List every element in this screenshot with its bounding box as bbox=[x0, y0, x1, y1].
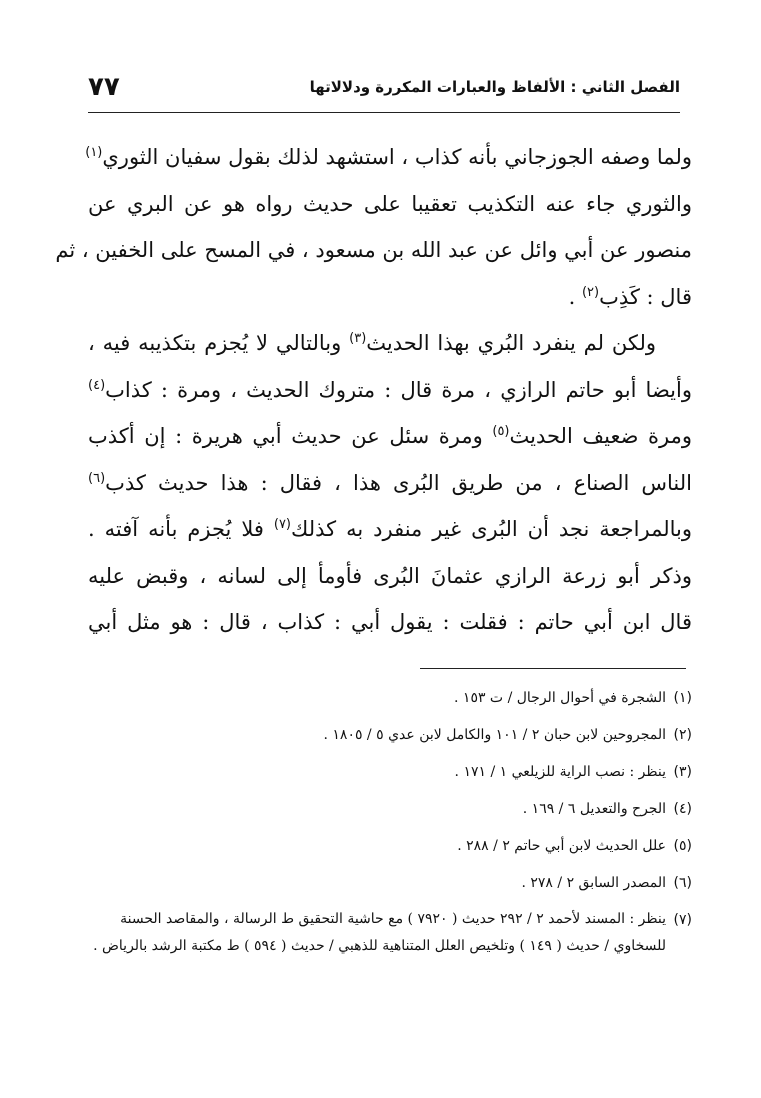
page-number: ٧٧ bbox=[88, 72, 120, 102]
footnote-ref: (٢) bbox=[581, 284, 600, 300]
body-line bbox=[85, 134, 692, 181]
footnote-number: (١) bbox=[673, 690, 692, 706]
footnote-text: ينظر : المسند لأحمد ٢ / ٢٩٢ حديث ( ٧٩٢٠ ) مع حاشية التحقيق ط الرسالة ، والمقاصد الحسنة للسخاوي / حديث ( ١٤٩ ) وتلخيص العلل المتناهية للذهبي / حديث ( ٥٩٤ ) ط مكتبة الرشد بالرياض . bbox=[93, 911, 666, 954]
body-line bbox=[88, 274, 692, 321]
body-line bbox=[88, 413, 692, 460]
body-line-text: والثوري جاء عنه التكذيب تعقيبا على حديث رواه هو عن البري عن bbox=[88, 191, 692, 216]
body-line bbox=[88, 320, 692, 367]
body-line-text: ومرة ضعيف الحديث bbox=[509, 424, 692, 448]
body-line-text: الناس الصناع ، من طريق البُرى هذا ، فقال : هذا حديث كذب bbox=[105, 470, 692, 495]
body-line bbox=[88, 460, 692, 507]
body-line-text: ومرة سئل عن حديث أبي هريرة : إن أكذب bbox=[88, 424, 493, 448]
footnote-text: علل الحديث لابن أبي حاتم ٢ / ٢٨٨ . bbox=[457, 838, 666, 854]
footnote-ref: (٤) bbox=[88, 377, 106, 393]
footnote-ref: (٦) bbox=[88, 470, 106, 486]
footnote-number: (٣) bbox=[673, 764, 692, 780]
footnote-item bbox=[88, 721, 692, 749]
body-line-text: ولكن لم ينفرد البُري بهذا الحديث bbox=[366, 331, 656, 355]
body-text bbox=[55, 134, 692, 646]
body-line-text: قال : كَذِب bbox=[599, 284, 692, 309]
footnote-text: الشجرة في أحوال الرجال / ت ١٥٣ . bbox=[454, 690, 666, 706]
body-line-text: ولما وصفه الجوزجاني بأنه كذاب ، استشهد لذلك بقول سفيان الثوري bbox=[102, 145, 692, 169]
footnote-ref: (٥) bbox=[492, 424, 510, 439]
chapter-title: الفصل الثاني : الألفاظ والعبارات المكررة ودلالاتها bbox=[309, 78, 680, 96]
header-divider bbox=[88, 112, 680, 113]
footnote-item bbox=[88, 906, 692, 960]
footnote-number: (٦) bbox=[673, 875, 692, 891]
page-header bbox=[88, 72, 680, 108]
footnote-number: (٤) bbox=[673, 801, 692, 817]
body-line-text: وبالمراجعة نجد أن البُرى غير منفرد به كذلك bbox=[291, 517, 692, 541]
footnote-item bbox=[88, 684, 692, 712]
body-line bbox=[88, 553, 692, 600]
body-line bbox=[88, 181, 692, 228]
footnote-ref: (٣) bbox=[349, 331, 367, 346]
footnote-item bbox=[88, 758, 692, 786]
body-line-text: وأيضا أبو حاتم الرازي ، مرة قال : متروك الحديث ، ومرة : كذاب bbox=[105, 377, 692, 402]
body-line bbox=[88, 506, 692, 553]
body-line bbox=[55, 227, 692, 274]
body-line-text: منصور عن أبي وائل عن عبد الله بن مسعود ، في المسح على الخفين ، ثم bbox=[55, 238, 692, 262]
body-line-text: . bbox=[568, 284, 582, 309]
footnote-ref: (١) bbox=[85, 145, 103, 160]
footnote-text: المصدر السابق ٢ / ٢٧٨ . bbox=[521, 875, 666, 891]
body-line-text: قال ابن أبي حاتم : فقلت : يقول أبي : كذاب ، قال : هو مثل أبي bbox=[88, 610, 692, 634]
footnote-text: المجروحين لابن حبان ٢ / ١٠١ والكامل لابن عدي ٥ / ١٨٠٥ . bbox=[323, 727, 666, 743]
footnote-item bbox=[88, 832, 692, 860]
body-line-text: وبالتالي لا يُجزم بتكذيبه فيه ، bbox=[88, 331, 350, 355]
footnote-text: الجرح والتعديل ٦ / ١٦٩ . bbox=[522, 801, 666, 817]
body-line bbox=[88, 599, 692, 646]
footnote-item bbox=[88, 869, 692, 897]
footnotes-divider bbox=[420, 668, 686, 669]
footnote-ref: (٧) bbox=[273, 517, 291, 532]
footnote-item bbox=[88, 795, 692, 823]
footnote-number: (٥) bbox=[673, 838, 692, 854]
footnote-number: (٧) bbox=[673, 912, 692, 928]
footnote-text: ينظر : نصب الراية للزيلعي ١ / ١٧١ . bbox=[454, 764, 666, 780]
body-line-text: فلا يُجزم بأنه آفته . bbox=[88, 517, 274, 541]
body-line bbox=[88, 367, 692, 414]
footnotes bbox=[88, 684, 692, 969]
footnote-number: (٢) bbox=[673, 727, 692, 743]
body-line-text: وذكر أبو زرعة الرازي عثمانَ البُرى فأومأ إلى لسانه ، وقبض عليه bbox=[88, 563, 692, 588]
